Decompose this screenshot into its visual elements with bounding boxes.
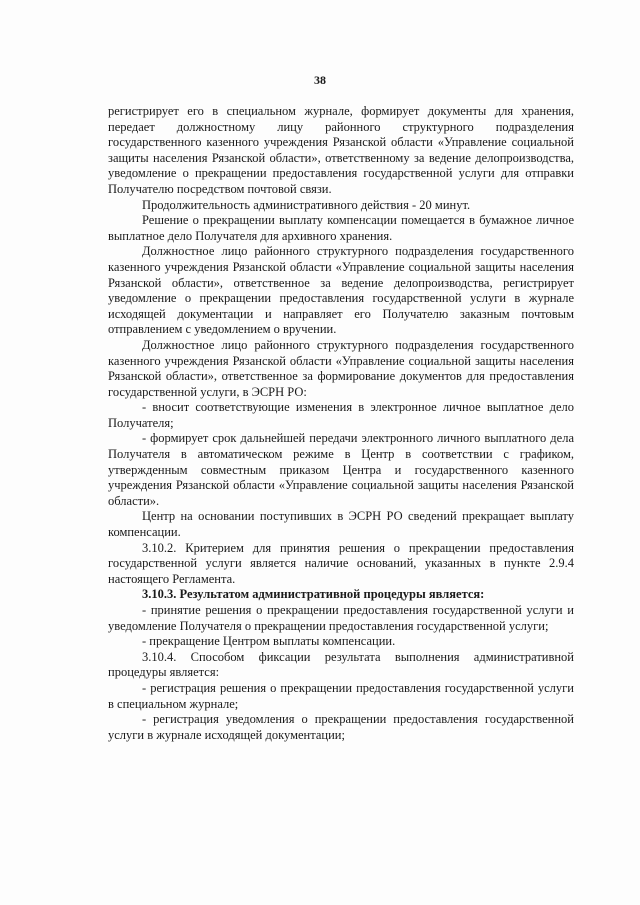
paragraph: регистрирует его в специальном журнале, формирует документы для хранения, передает должностному лицу районного структурного подразделения государственного казенного учреждения Рязанской области «Управление социальной защиты населения Рязанской области», ответственному за ведение делопроизводства, уведомление о прекращении предоставления государственной услуги для отправки Получателю посредством почтовой связи. xyxy=(108,104,574,196)
page-number: 38 xyxy=(314,73,326,87)
paragraph: Решение о прекращении выплату компенсации помещается в бумажное личное выплатное дело Получателя для архивного хранения. xyxy=(108,213,574,243)
list-item: - регистрация решения о прекращении предоставления государственной услуги в специальном журнале; xyxy=(108,680,574,711)
section-3-10-3-heading xyxy=(108,587,574,603)
paragraph: Центр на основании поступивших в ЭСРН РО сведений прекращает выплату компенсации. xyxy=(108,509,574,540)
paragraph: Продолжительность административного действия - 20 минут. xyxy=(142,197,471,212)
list-item: - прекращение Центром выплаты компенсации. xyxy=(142,634,396,649)
list-item: - вносит соответствующие изменения в электронное личное выплатное дело Получателя; xyxy=(108,400,574,430)
list-item: - формирует срок дальнейшей передачи электронного личного выплатного дела Получателя в автоматическом режиме в Центр в соответствии с графиком, утвержденным совместным приказом Центра и государственного казенного учреждения Рязанской области «Управление социальной защиты населения Рязанской области». xyxy=(108,431,574,508)
list-item: - принятие решения о прекращении предоставления государственной услуги и уведомление Получателя о прекращении предоставления государственной услуги; xyxy=(108,603,574,633)
section-3-10-4: 3.10.4. Способом фиксации результата выполнения административной процедуры является: xyxy=(108,649,574,680)
document-body xyxy=(108,104,574,743)
paragraph: Должностное лицо районного структурного подразделения государственного казенного учреждения Рязанской области «Управление социальной защиты населения Рязанской области», ответственное за формирование документов для предоставления государственной услуги, в ЭСРН РО: xyxy=(108,337,574,399)
section-3-10-2: 3.10.2. Критерием для принятия решения о прекращении предоставления государственной услуги является наличие оснований, указанных в пункте 2.9.4 настоящего Регламента. xyxy=(108,540,574,586)
paragraph: Должностное лицо районного структурного подразделения государственного казенного учреждения Рязанской области «Управление социальной защиты населения Рязанской области», ответственное за ведение делопроизводства, регистрирует уведомление о прекращении предоставления государственной услуги в журнале исходящей документации и направляет его Получателю заказным почтовым отправлением с уведомлением о вручении. xyxy=(108,244,574,337)
section-3-10-3-text: 3.10.3. Результатом административной процедуры является: xyxy=(142,587,485,602)
list-item: - регистрация уведомления о прекращении предоставления государственной услуги в журнале исходящей документации; xyxy=(108,712,574,742)
